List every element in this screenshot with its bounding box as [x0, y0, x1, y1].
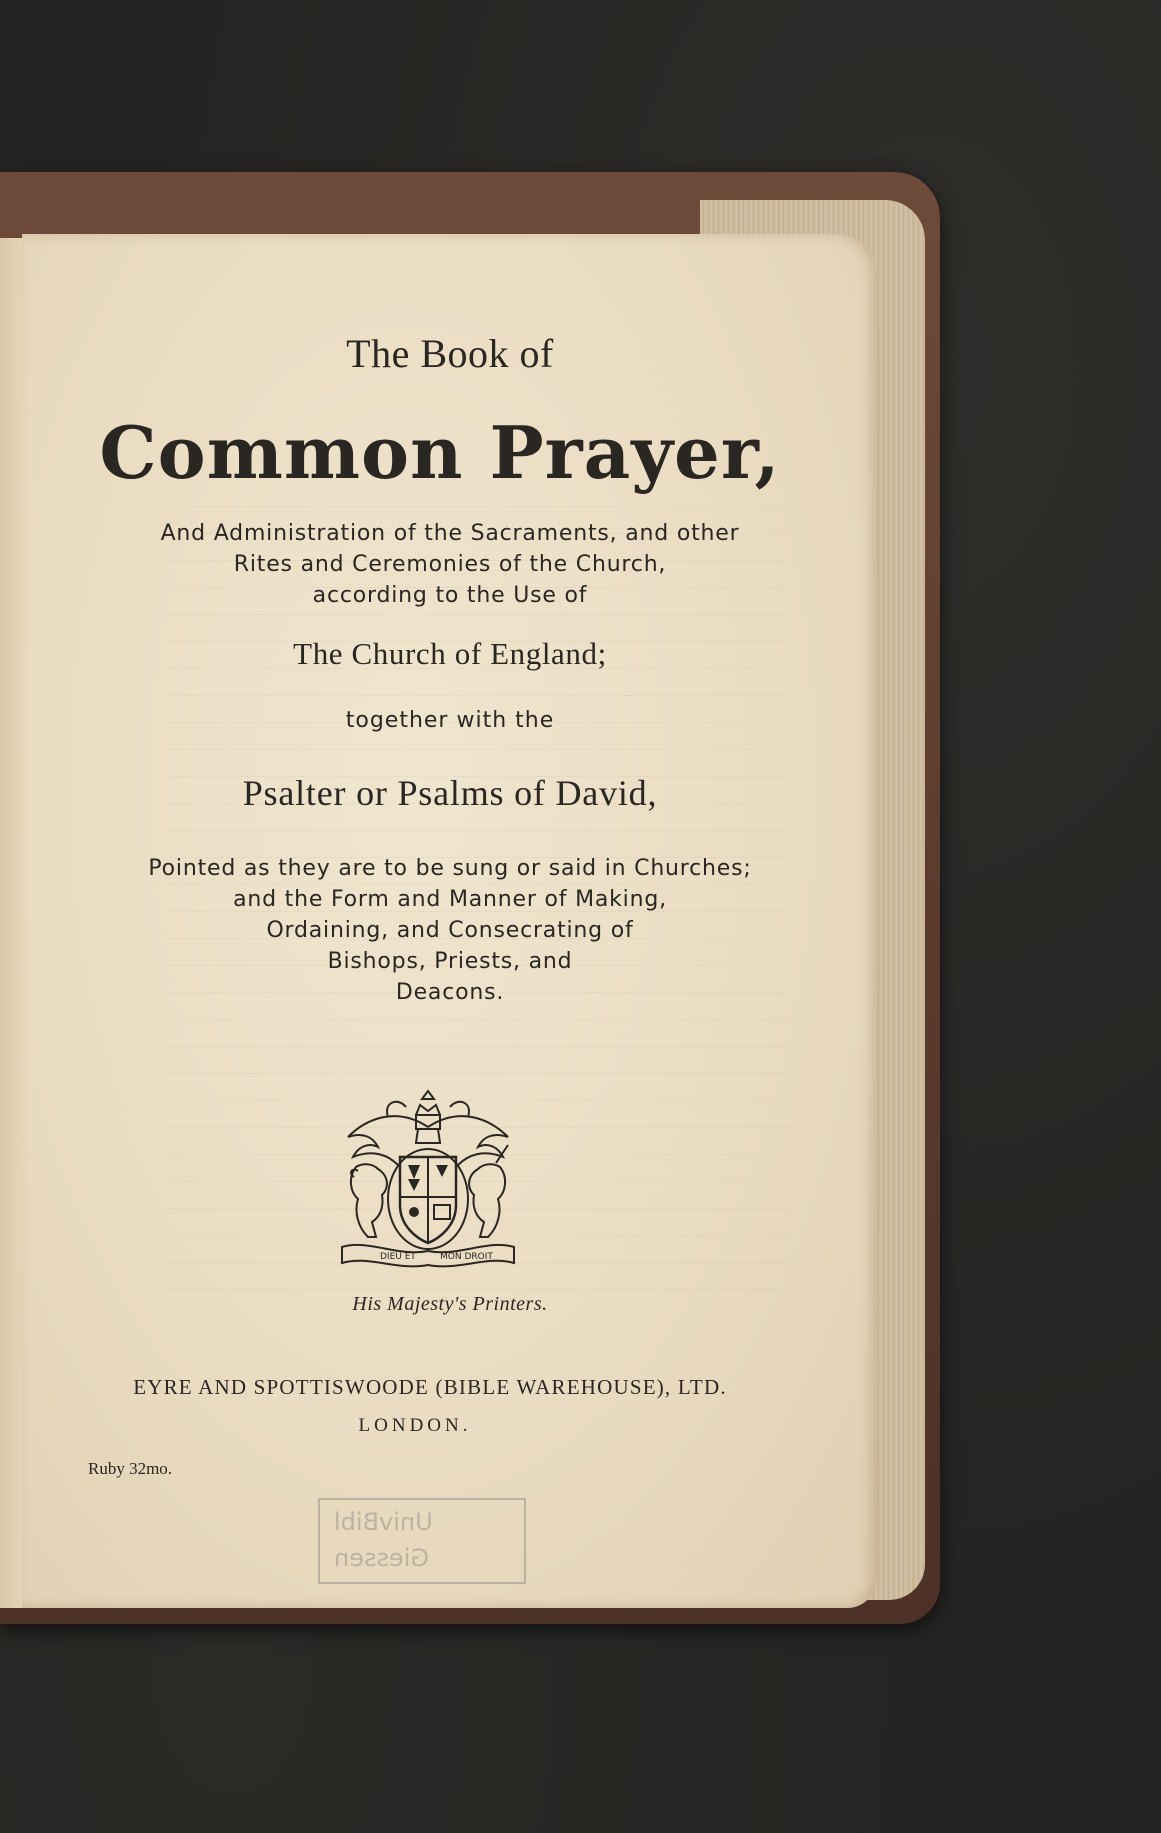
pointed-line-3: Ordaining, and Consecrating of [266, 918, 634, 943]
main-title: Common Prayer, [99, 410, 781, 495]
subtitle-line-1: And Administration of the Sacraments, and other [160, 521, 740, 546]
publisher-city: LONDON. [358, 1415, 472, 1436]
printers-credit: His Majesty's Printers. [352, 1293, 548, 1315]
pointed-line-5: Deacons. [395, 980, 505, 1005]
edition-format: Ruby 32mo. [88, 1459, 173, 1478]
pointed-line-2: and the Form and Manner of Making, [233, 887, 667, 912]
pointed-line-4: Bishops, Priests, and [327, 949, 573, 974]
motto-left: DIEU ET [380, 1252, 416, 1262]
royal-coat-of-arms-icon [328, 1087, 528, 1275]
pointed-line-1: Pointed as they are to be sung or said in Churches; [148, 856, 752, 881]
stamp-line-2: Giessen [334, 1544, 430, 1572]
subtitle-line-3: according to the Use of [312, 583, 588, 608]
subtitle-line-2: Rites and Ceremonies of the Church, [233, 552, 667, 577]
book-of-heading: The Book of [346, 331, 554, 376]
publisher-name: EYRE AND SPOTTISWOODE (BIBLE WAREHOUSE), LTD. [133, 1375, 727, 1399]
psalter-heading: Psalter or Psalms of David, [242, 773, 658, 813]
stamp-line-1: UnivBibl [334, 1508, 433, 1536]
church-of-england: The Church of England; [293, 636, 607, 671]
motto-right: MON DROIT [440, 1252, 493, 1262]
together-with: together with the [345, 708, 555, 733]
library-stamp [318, 1498, 526, 1584]
